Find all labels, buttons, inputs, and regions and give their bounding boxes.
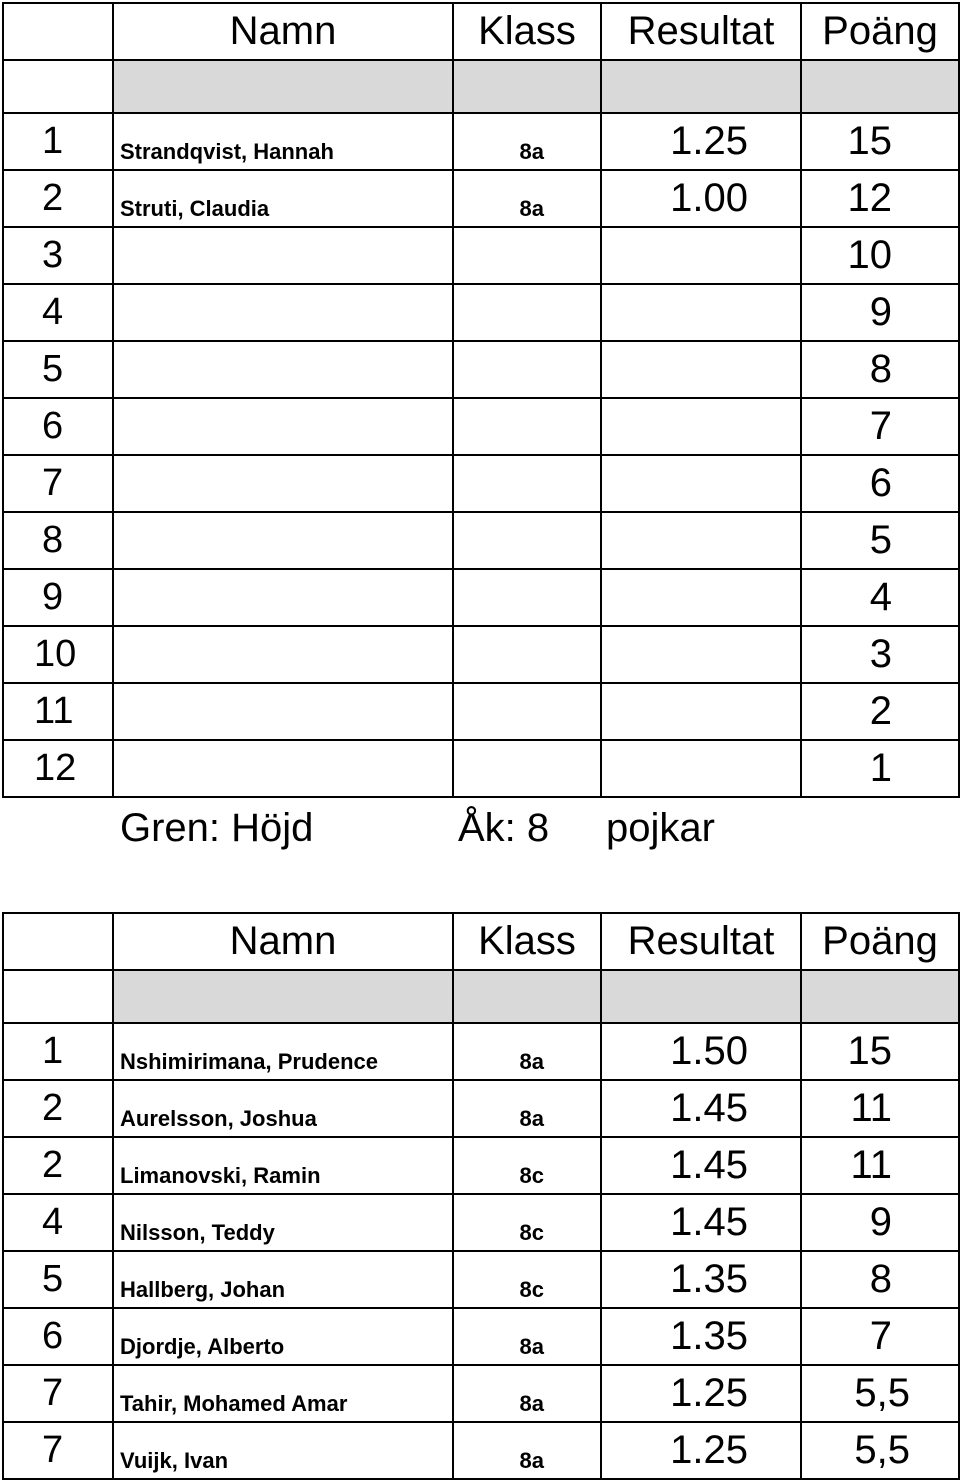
name-cell <box>113 569 453 626</box>
points-cell: 5,5 <box>801 1422 959 1479</box>
table-row <box>3 113 959 170</box>
points-cell: 8 <box>801 1251 959 1308</box>
result-cell <box>601 284 801 341</box>
name-cell: Nshimirimana, Prudence <box>113 1023 453 1080</box>
shaded-cell <box>453 60 601 113</box>
table-row <box>3 626 959 683</box>
name-cell: Limanovski, Ramin <box>113 1137 453 1194</box>
table-row <box>3 1365 959 1422</box>
event-label: Gren: Höjd <box>120 806 314 850</box>
class-cell: 8a <box>453 1422 601 1479</box>
points-cell: 3 <box>801 626 959 683</box>
name-cell: Vuijk, Ivan <box>113 1422 453 1479</box>
rank-cell: 6 <box>3 398 113 455</box>
rank-cell: 4 <box>3 1194 113 1251</box>
table-row <box>3 1080 959 1137</box>
rank-cell: 2 <box>3 170 113 227</box>
rank-cell: 12 <box>3 740 113 797</box>
name-cell <box>113 398 453 455</box>
shaded-cell-blank <box>3 60 113 113</box>
points-cell: 9 <box>801 1194 959 1251</box>
shaded-row <box>3 60 959 113</box>
rank-cell: 11 <box>3 683 113 740</box>
result-cell: 1.25 <box>601 113 801 170</box>
shaded-cell <box>453 970 601 1023</box>
result-cell: 1.35 <box>601 1308 801 1365</box>
shaded-cell <box>801 970 959 1023</box>
table-row <box>3 1194 959 1251</box>
table-row <box>3 683 959 740</box>
name-cell: Nilsson, Teddy <box>113 1194 453 1251</box>
name-cell: Aurelsson, Joshua <box>113 1080 453 1137</box>
points-cell: 5 <box>801 512 959 569</box>
table-header-row <box>3 913 959 970</box>
class-cell <box>453 569 601 626</box>
result-cell: 1.00 <box>601 170 801 227</box>
rank-cell: 4 <box>3 284 113 341</box>
class-cell <box>453 512 601 569</box>
points-cell: 5,5 <box>801 1365 959 1422</box>
table-row <box>3 284 959 341</box>
table-row <box>3 1023 959 1080</box>
class-cell: 8a <box>453 170 601 227</box>
result-cell: 1.25 <box>601 1422 801 1479</box>
table-row <box>3 1422 959 1479</box>
points-cell: 7 <box>801 398 959 455</box>
results-table-girls <box>2 2 960 798</box>
points-cell: 15 <box>801 113 959 170</box>
table-row <box>3 740 959 797</box>
table-row <box>3 398 959 455</box>
rank-cell: 1 <box>3 1023 113 1080</box>
rank-cell: 6 <box>3 1308 113 1365</box>
rank-cell: 8 <box>3 512 113 569</box>
class-cell <box>453 398 601 455</box>
shaded-cell <box>601 970 801 1023</box>
results-table-boys <box>2 912 960 1480</box>
points-cell: 7 <box>801 1308 959 1365</box>
rank-cell: 7 <box>3 1365 113 1422</box>
rank-cell: 2 <box>3 1137 113 1194</box>
result-cell: 1.50 <box>601 1023 801 1080</box>
table-row <box>3 569 959 626</box>
points-header: Poäng <box>801 3 959 60</box>
points-cell: 9 <box>801 284 959 341</box>
name-cell: Djordje, Alberto <box>113 1308 453 1365</box>
class-cell <box>453 341 601 398</box>
result-cell <box>601 227 801 284</box>
shaded-cell <box>801 60 959 113</box>
result-cell: 1.35 <box>601 1251 801 1308</box>
table-row <box>3 227 959 284</box>
points-cell: 8 <box>801 341 959 398</box>
name-cell: Strandqvist, Hannah <box>113 113 453 170</box>
rank-header <box>3 913 113 970</box>
rank-cell: 3 <box>3 227 113 284</box>
rank-cell: 9 <box>3 569 113 626</box>
result-cell: 1.45 <box>601 1137 801 1194</box>
rank-cell: 2 <box>3 1080 113 1137</box>
class-cell <box>453 740 601 797</box>
result-cell: 1.45 <box>601 1194 801 1251</box>
rank-cell: 5 <box>3 341 113 398</box>
table-row <box>3 1137 959 1194</box>
name-cell <box>113 341 453 398</box>
class-cell: 8a <box>453 1023 601 1080</box>
grade-label: Åk: 8 <box>458 806 550 850</box>
result-cell: 1.45 <box>601 1080 801 1137</box>
name-header: Namn <box>113 913 453 970</box>
name-cell: Hallberg, Johan <box>113 1251 453 1308</box>
name-cell <box>113 512 453 569</box>
points-cell: 2 <box>801 683 959 740</box>
table-row <box>3 1308 959 1365</box>
name-cell: Struti, Claudia <box>113 170 453 227</box>
table-header-row <box>3 3 959 60</box>
class-cell <box>453 284 601 341</box>
rank-cell: 7 <box>3 455 113 512</box>
class-cell <box>453 227 601 284</box>
class-cell: 8c <box>453 1137 601 1194</box>
result-cell <box>601 398 801 455</box>
result-cell <box>601 740 801 797</box>
rank-cell: 5 <box>3 1251 113 1308</box>
section-title <box>0 806 960 866</box>
points-cell: 4 <box>801 569 959 626</box>
name-cell: Tahir, Mohamed Amar <box>113 1365 453 1422</box>
class-header: Klass <box>453 913 601 970</box>
name-cell <box>113 626 453 683</box>
table-row <box>3 341 959 398</box>
rank-cell: 7 <box>3 1422 113 1479</box>
class-cell <box>453 626 601 683</box>
points-cell: 10 <box>801 227 959 284</box>
shaded-cell-blank <box>3 970 113 1023</box>
shaded-row <box>3 970 959 1023</box>
class-cell <box>453 455 601 512</box>
result-cell <box>601 341 801 398</box>
result-cell <box>601 512 801 569</box>
class-cell: 8c <box>453 1194 601 1251</box>
points-cell: 12 <box>801 170 959 227</box>
result-cell <box>601 683 801 740</box>
points-cell: 11 <box>801 1137 959 1194</box>
table-row <box>3 512 959 569</box>
points-cell: 1 <box>801 740 959 797</box>
table-row <box>3 1251 959 1308</box>
rank-cell: 1 <box>3 113 113 170</box>
shaded-cell <box>113 970 453 1023</box>
result-header: Resultat <box>601 3 801 60</box>
result-cell <box>601 626 801 683</box>
shaded-cell <box>113 60 453 113</box>
class-cell: 8a <box>453 113 601 170</box>
points-cell: 15 <box>801 1023 959 1080</box>
result-cell <box>601 455 801 512</box>
name-cell <box>113 683 453 740</box>
result-cell <box>601 569 801 626</box>
name-cell <box>113 284 453 341</box>
class-header: Klass <box>453 3 601 60</box>
class-cell: 8c <box>453 1251 601 1308</box>
result-header: Resultat <box>601 913 801 970</box>
result-cell: 1.25 <box>601 1365 801 1422</box>
points-header: Poäng <box>801 913 959 970</box>
table-row <box>3 455 959 512</box>
name-cell <box>113 227 453 284</box>
name-header: Namn <box>113 3 453 60</box>
shaded-cell <box>601 60 801 113</box>
group-label: pojkar <box>606 806 715 850</box>
table-row <box>3 170 959 227</box>
class-cell: 8a <box>453 1365 601 1422</box>
points-cell: 6 <box>801 455 959 512</box>
name-cell <box>113 455 453 512</box>
class-cell <box>453 683 601 740</box>
class-cell: 8a <box>453 1308 601 1365</box>
name-cell <box>113 740 453 797</box>
class-cell: 8a <box>453 1080 601 1137</box>
rank-cell: 10 <box>3 626 113 683</box>
rank-header <box>3 3 113 60</box>
points-cell: 11 <box>801 1080 959 1137</box>
